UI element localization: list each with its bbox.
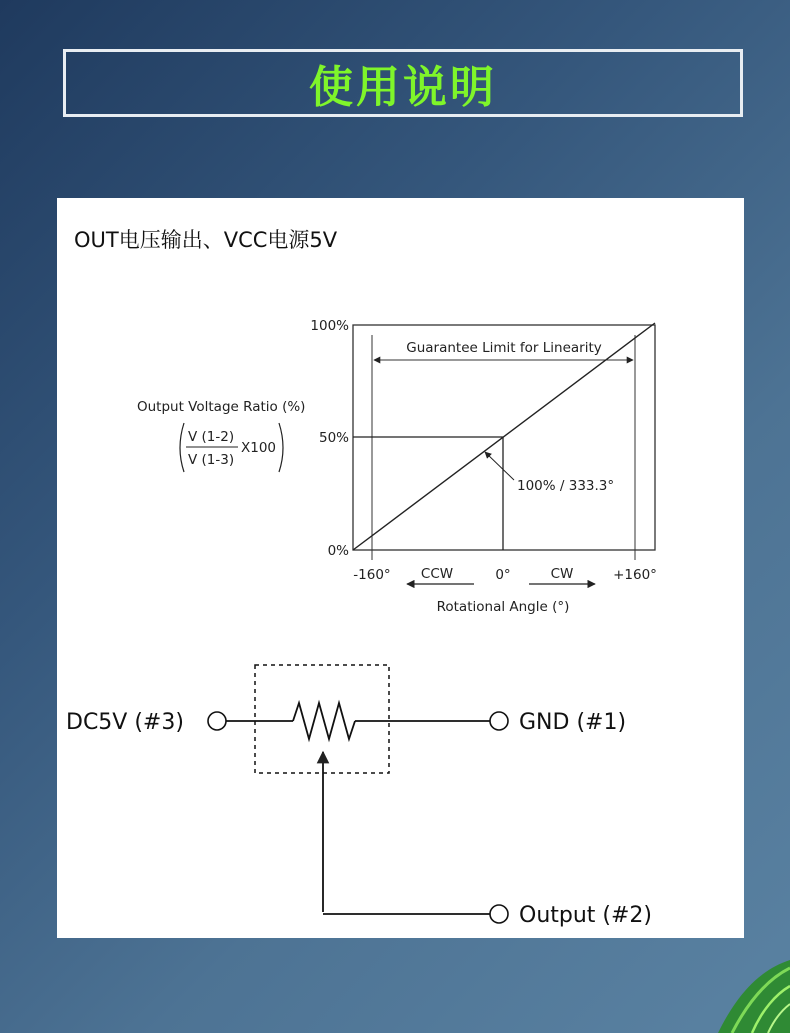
page-title: 使用说明 [309, 62, 497, 113]
cw-label: CW [550, 566, 574, 582]
dc5v-terminal [208, 712, 226, 730]
instruction-panel [57, 198, 744, 938]
x-axis-title: Rotational Angle (°) [436, 599, 570, 615]
diagram-canvas [57, 198, 744, 938]
formula-denominator: V (1-3) [188, 452, 235, 468]
y-tick-0: 0% [327, 543, 349, 559]
x-tick-zero: 0° [495, 567, 511, 583]
gnd-terminal-label: GND (#1) [519, 710, 627, 735]
resistor-zigzag [293, 703, 355, 739]
y-tick-50: 50% [318, 430, 349, 446]
title-frame [63, 49, 743, 117]
dc5v-terminal-label: DC5V (#3) [66, 710, 184, 735]
slope-pointer [485, 452, 514, 480]
output-terminal-label: Output (#2) [519, 903, 653, 928]
y-tick-100: 100% [310, 318, 349, 334]
x-tick-right: +160° [613, 567, 657, 583]
formula-right-bracket [279, 423, 283, 472]
formula-multiplier: X100 [241, 440, 277, 456]
y-axis-title: Output Voltage Ratio (%) [137, 399, 306, 415]
ccw-label: CCW [420, 566, 454, 582]
limit-label: Guarantee Limit for Linearity [406, 340, 602, 356]
formula-numerator: V (1-2) [188, 429, 235, 445]
formula-left-bracket [180, 423, 184, 472]
x-tick-left: -160° [353, 567, 391, 583]
potentiometer-enclosure [255, 665, 389, 773]
gnd-terminal [490, 712, 508, 730]
palm-leaf-decoration [710, 958, 790, 1033]
output-terminal [490, 905, 508, 923]
slope-label: 100% / 333.3° [517, 478, 615, 494]
panel-heading: OUT电压输出、VCC电源5V [74, 228, 338, 252]
